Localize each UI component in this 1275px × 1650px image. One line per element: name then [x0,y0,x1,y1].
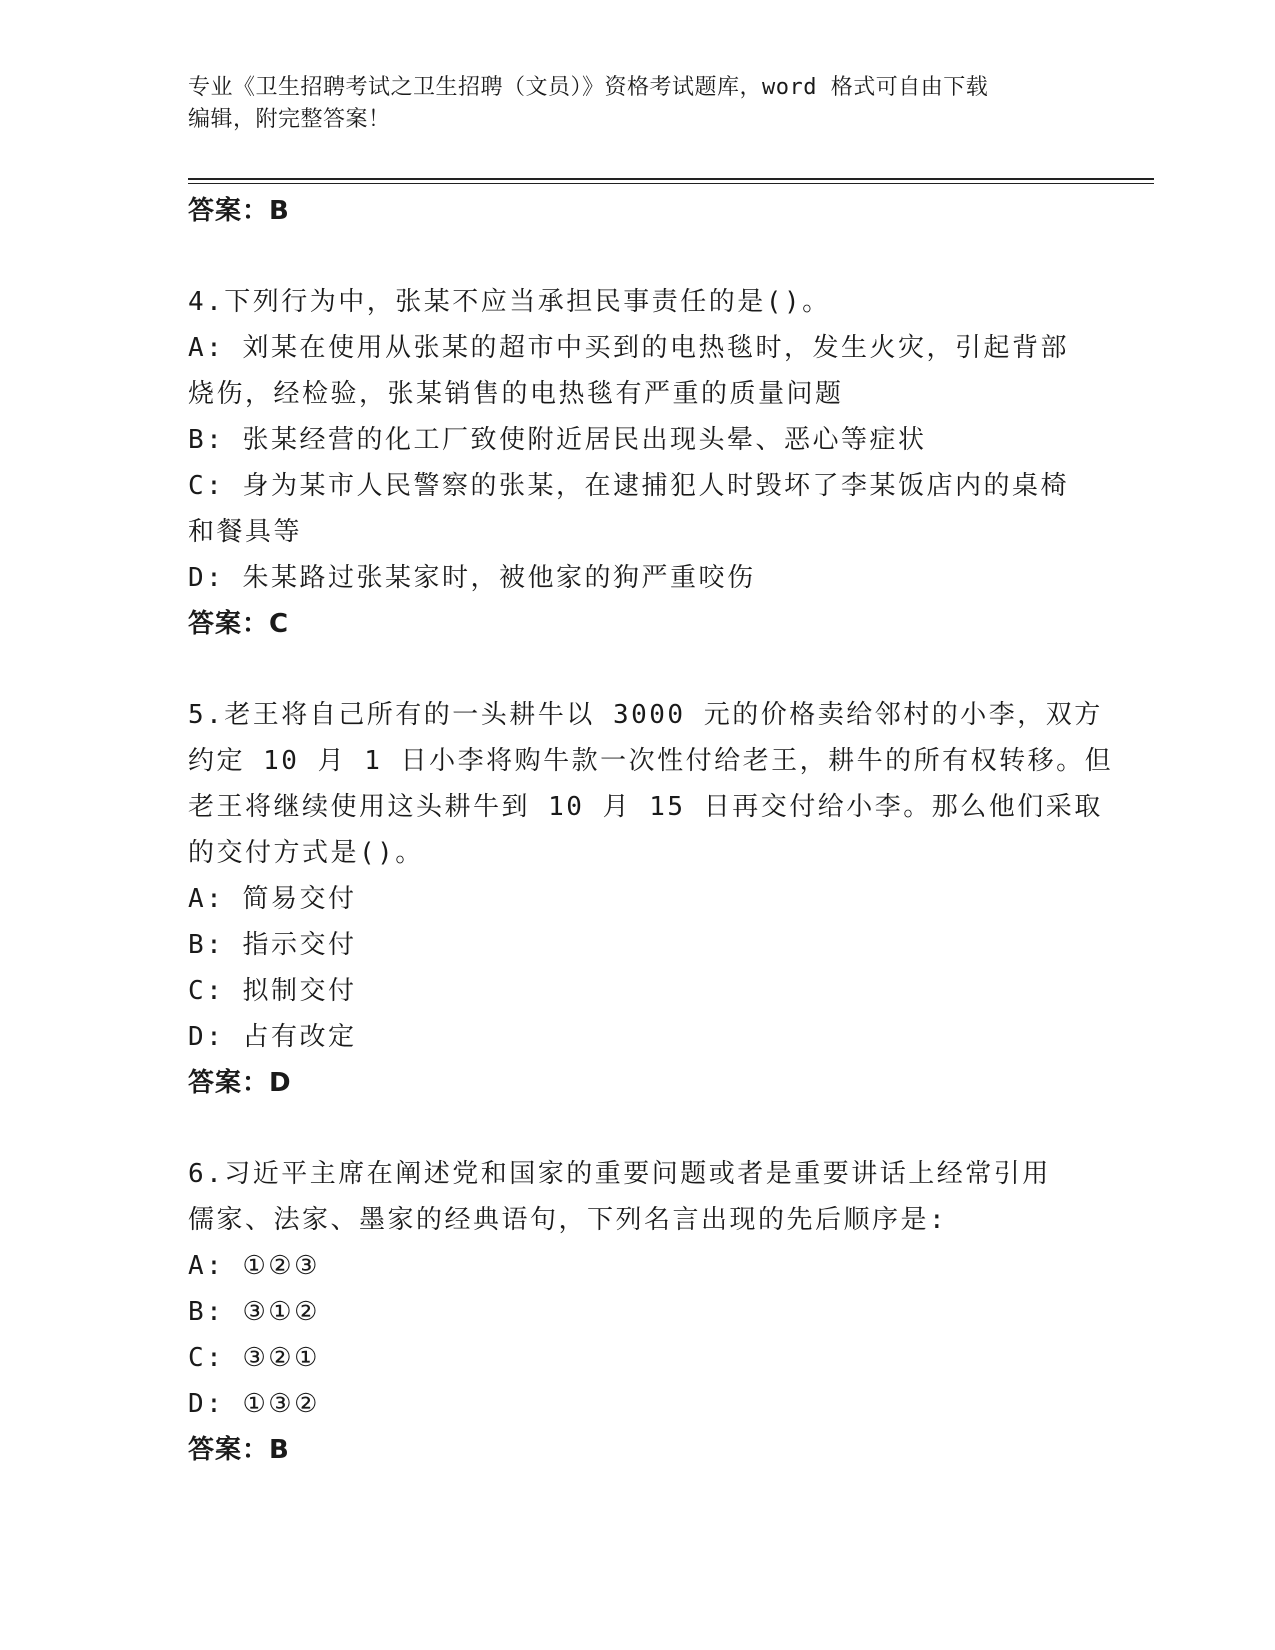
q4-option-a-line-2: 烧伤，经检验，张某销售的电热毯有严重的质量问题 [188,379,844,409]
header-rule-thick [188,178,1154,180]
q5-stem-line-3: 老王将继续使用这头耕牛到 10 月 15 日再交付给小李。那么他们采取 [188,792,1103,822]
q3-answer: 答案：B [188,196,290,226]
spacer [188,1106,1088,1151]
question-4 [188,279,1088,647]
q4-answer: 答案：C [188,609,290,639]
q5-stem-line-2: 约定 10 月 1 日小李将购牛款一次性付给老王，耕牛的所有权转移。但 [188,746,1114,776]
spacer [188,234,1088,279]
question-5 [188,692,1114,1106]
q5-option-c: C: 拟制交付 [188,976,357,1006]
q5-stem-line-1: 5.老王将自己所有的一头耕牛以 3000 元的价格卖给邻村的小李，双方 [188,700,1103,730]
q4-option-b: B: 张某经营的化工厂致使附近居民出现头晕、恶心等症状 [188,425,927,455]
q5-option-b: B: 指示交付 [188,930,357,960]
q6-option-b: B: ③①② [188,1297,320,1327]
question-content [188,188,1114,1473]
q5-option-d: D: 占有改定 [188,1022,357,1052]
page-header [188,72,1088,136]
q6-stem-line-2: 儒家、法家、墨家的经典语句，下列名言出现的先后顺序是: [188,1205,948,1235]
q4-option-c-line-2: 和餐具等 [188,517,303,547]
q5-stem-line-4: 的交付方式是()。 [188,838,424,868]
q6-option-a: A: ①②③ [188,1251,320,1281]
q6-option-d: D: ①③② [188,1389,320,1419]
q6-stem-line-1: 6.习近平主席在阐述党和国家的重要问题或者是重要讲话上经常引用 [188,1159,1051,1189]
q6-option-c: C: ③②① [188,1343,320,1373]
header-line-2: 编辑，附完整答案！ [188,107,391,132]
header-line-1: 专业《卫生招聘考试之卫生招聘（文员）》资格考试题库，word 格式可自由下载 [188,75,989,100]
question-6 [188,1151,1088,1473]
q4-option-a-line-1: A: 刘某在使用从张某的超市中买到的电热毯时，发生火灾，引起背部 [188,333,1069,363]
q4-option-c-line-1: C: 身为某市人民警察的张某，在逮捕犯人时毁坏了李某饭店内的桌椅 [188,471,1069,501]
q5-answer: 答案：D [188,1068,292,1098]
q4-option-d: D: 朱某路过张某家时，被他家的狗严重咬伤 [188,563,756,593]
q6-answer: 答案：B [188,1435,290,1465]
q5-option-a: A: 简易交付 [188,884,357,914]
q4-stem-line: 4.下列行为中，张某不应当承担民事责任的是()。 [188,287,831,317]
spacer [188,647,1088,692]
header-rule-thin [188,183,1154,184]
